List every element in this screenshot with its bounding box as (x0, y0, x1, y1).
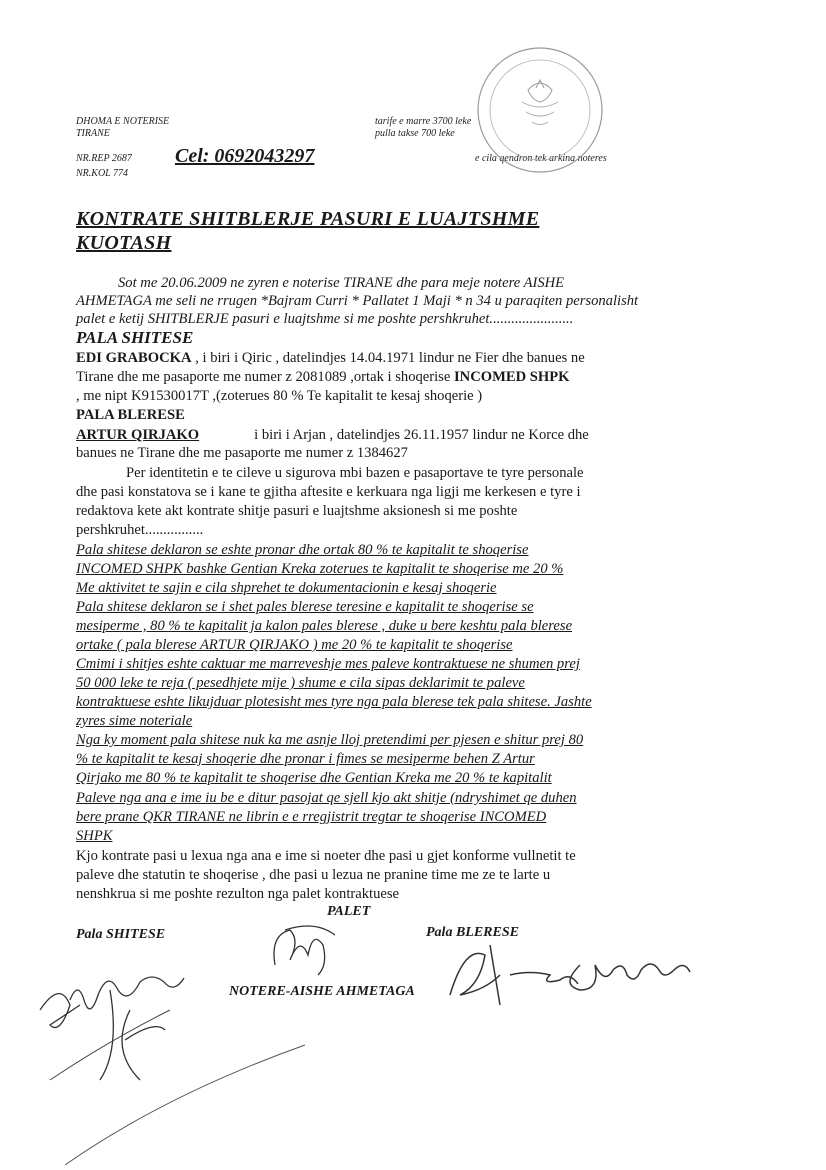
closing-line: nenshkrua si me poshte rezulton nga palet kontraktuese (76, 886, 399, 902)
nr-rep: NR.REP 2687 (76, 153, 132, 164)
notary-seal-icon (470, 40, 610, 180)
identity-line: Per identitetin e te cileve u sigurova mbi bazen e pasaportave te tyre personale (126, 465, 584, 481)
identity-line: pershkruhet................ (76, 522, 204, 538)
clause-line: Paleve nga ana e ime iu be e ditur pasojat qe sjell kjo akt shitje (ndryshimet qe duhen (76, 790, 577, 806)
clause-line: SHPK (76, 828, 113, 844)
clause-line: INCOMED SHPK bashke Gentian Kreka zoterues te kapitalit te shoqerise me 20 % (76, 561, 564, 577)
pen-stroke-icon (60, 1030, 320, 1170)
seller-passport: Tirane dhe me pasaporte me numer z 2081089 ,ortak i shoqerise (76, 369, 454, 385)
intro-line: palet e ketij SHITBLERJE pasuri e luajtshme si me poshte pershkruhet....................... (76, 311, 574, 327)
clause-line: Qirjako me 80 % te kapitalit te shoqerise dhe Gentian Kreka me 20 % te kapitalit (76, 770, 552, 786)
clause-line: 50 000 leke te reja ( pesedhjete mije ) shume e cila sipas deklarimit te paleve (76, 675, 525, 691)
clause-line: Cmimi i shitjes eshte caktuar me marreveshje mes paleve kontraktuese ne shumen prej (76, 656, 580, 672)
seller-company: INCOMED SHPK (454, 369, 570, 385)
city-label: TIRANE (76, 128, 110, 139)
clause-line: Pala shitese deklaron se i shet pales blerese teresine e kapitalit te shoqerise se (76, 599, 534, 615)
buyer-line (76, 427, 589, 444)
clause-line: ortake ( pala blerese ARTUR QIRJAKO ) me 20 % te kapitalit te shoqerise (76, 637, 513, 653)
buyer-signature-label: Pala BLERESE (426, 925, 519, 940)
closing-line: paleve dhe statutin te shoqerise , dhe pasi u lezua ne pranine time me ze te larte u (76, 867, 551, 883)
seller-signature-label: Pala SHITESE (76, 927, 166, 942)
buyer-name: ARTUR QIRJAKO (76, 427, 200, 443)
seller-heading: PALA SHITESE (76, 328, 194, 347)
nr-kol: NR.KOL 774 (76, 168, 129, 179)
intro-line: Sot me 20.06.2009 ne zyren e noterise TIRANE dhe para meje notere AISHE (118, 275, 565, 291)
clause-line: kontraktuese eshte likujduar plotesisht mes tyre nga pala blerese tek pala shitese. Jashte (76, 694, 592, 710)
clause-line: zyres sime noteriale (76, 713, 193, 729)
buyer-signature-icon (440, 935, 700, 1015)
buyer-details: i biri i Arjan , datelindjes 26.11.1957 lindur ne Korce dhe (254, 427, 589, 443)
parties-label: PALET (327, 904, 371, 919)
seller-name: EDI GRABOCKA (76, 350, 192, 366)
notary-office-label: DHOMA E NOTERISE (76, 116, 170, 127)
clause-line: Me aktivitet te sajin e cila shprehet te dokumentacionin e kesaj shoqerie (76, 580, 497, 596)
identity-line: dhe pasi konstatova se i kane te gjitha aftesite e kerkuara nga ligji me kerkesen e tyre i (76, 484, 581, 500)
seller-line (76, 369, 570, 386)
intro-line: AHMETAGA me seli ne rrugen *Bajram Curri * Pallatet 1 Maji * n 34 u paraqiten personalisht (76, 293, 639, 309)
identity-line: redaktova kete akt kontrate shitje pasuri e luajtshme aksionesh si me poshte (76, 503, 518, 519)
clause-line: mesiperme , 80 % te kapitalit ja kalon pales blerese , duke u bere keshtu pala blerese (76, 618, 573, 634)
buyer-heading: PALA BLERESE (76, 407, 185, 423)
clause-line: bere prane QKR TIRANE ne librin e e rregjistrit tregtar te shoqerise INCOMED (76, 809, 547, 825)
seller-nipt: , me nipt K91530017T ,(zoterues 80 % Te kapitalit te kesaj shoqerie ) (76, 388, 483, 404)
contract-title-line2: KUOTASH (76, 232, 172, 254)
phone-number: Cel: 0692043297 (175, 145, 315, 167)
archive-note: e cila qendron tek arkina noteres (475, 153, 607, 164)
stamp-tax-label: pulla takse 700 leke (375, 128, 455, 139)
fee-label: tarife e marre 3700 leke (375, 116, 472, 127)
notary-name: NOTERE-AISHE AHMETAGA (229, 984, 415, 999)
closing-line: Kjo kontrate pasi u lexua nga ana e ime si noeter dhe pasi u gjet konforme vullnetit te (76, 848, 576, 864)
seller-line (76, 350, 585, 367)
notary-signature-icon (255, 915, 355, 995)
contract-title: KONTRATE SHITBLERJE PASURI E LUAJTSHME (76, 208, 540, 230)
buyer-passport: banues ne Tirane dhe me pasaporte me numer z 1384627 (76, 445, 408, 461)
clause-line: % te kapitalit te kesaj shoqerie dhe pronar i fimes se mesiperme behen Z Artur (76, 751, 535, 767)
seller-details: , i biri i Qiric , datelindjes 14.04.1971 lindur ne Fier dhe banues ne (191, 350, 585, 366)
clause-line: Nga ky moment pala shitese nuk ka me asnje lloj pretendimi per pjesen e shitur prej 80 (76, 732, 584, 748)
clause-line: Pala shitese deklaron se eshte pronar dhe ortak 80 % te kapitalit te shoqerise (76, 542, 529, 558)
